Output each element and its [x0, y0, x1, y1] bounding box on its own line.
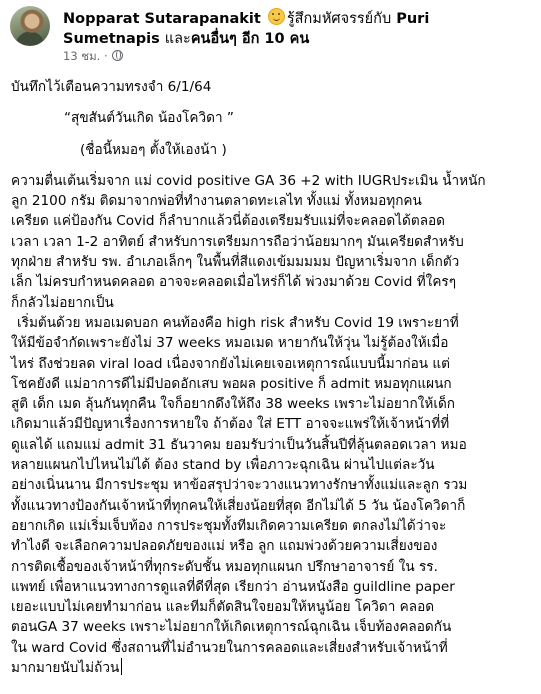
post-header	[10, 4, 533, 63]
paragraph2-line: อยากเกิด แม่เริ่มเจ็บท้อง การประชุมทั้งทีมเกิดความเครียด ตกลงไม่ได้ว่าจะ	[11, 517, 447, 534]
paragraph1-line: ลูก 2100 กรัม ติดมาจากพ่อที่ทำงานตลาดทะเลไท ทั้งแม่ ทั้งหมอทุกคน	[11, 193, 422, 210]
paragraph2-last-text: มากมายนับไม่ถ้วน	[11, 660, 120, 677]
paragraph2-line: ตอนGA 37 weeks เพราะไม่อยากให้เกิดเหตุการณ์ฉุกเฉิน เจ็บท้องคลอดกัน	[11, 619, 452, 636]
paragraph2-line: เริ่มต้นด้วย หมอเมดบอก คนท้องคือ high risk สำหรับ Covid 19 เพราะยาที่	[17, 314, 459, 331]
paragraph1-line: เล็ก ไม่ครบกำหนดคลอด อาจจะคลอดเมื่อไหร่ก็ได้ พ่วงมาด้วย Covid ที่ใครๆ	[11, 274, 457, 291]
paragraph1-line: ทุกฝ่าย สำหรับ รพ. อำเภอเล็กๆ ในพื้นที่สีแดงเข้มมมมม ปัญหาเริ่มจาก เด็กตัว	[11, 254, 460, 271]
paragraph1-line: เครียด แค่ป้องกัน Covid ก็ลำบากแล้วนี่ต้องเตรียมรับแม่ที่จะคลอดได้ตลอด	[11, 213, 446, 230]
paragraph2-line: สูติ เด็ก เมด ลุ้นกันทุกคืน ใจก็อยากดึงให้ถึง 38 weeks เพราะไม่อยากให้เด็ก	[11, 396, 456, 413]
author-line-2	[63, 29, 533, 49]
paragraph2-line: อย่างเนิ่นนาน มีการประชุม หาข้อสรุปว่าจะวางแนวทางรักษาทั้งแม่และลูก รวม	[11, 477, 468, 494]
paragraph2-line: ทั้งแนวทางป้องกันเจ้าหน้าที่ทุกคนให้เสี่ยงน้อยที่สุด อีกไม่ได้ 5 วัน น้องโควิดาก็	[11, 497, 466, 514]
post-subtitle: (ชื่อนี้หมอๆ ตั้งให้เองน้า )	[80, 141, 227, 158]
intro-line: บันทึกไว้เตือนความทรงจำ 6/1/64	[11, 79, 212, 95]
feeling-prefix: รู้สึกมหัศจรรย์กับ	[286, 11, 392, 27]
author-line	[63, 8, 533, 29]
paragraph2-line: หลายแผนกไปไหนไม่ได้ ต้อง stand by เพื่อภาวะฉุกเฉิน ผ่านไปแต่ละวัน	[11, 457, 435, 474]
paragraph2-line: เยอะแบบไม่เคยทำมาก่อน และทีมก็ตัดสินใจยอมให้หนูน้อย โควิดา คลอด	[11, 599, 435, 616]
author-avatar[interactable]	[10, 6, 50, 46]
paragraph2-line: การติดเชื้อของเจ้าหน้าที่ทุกระดับชั้น หมอทุกแผนก ปรึกษาอาจารย์ ใน รร.	[11, 558, 438, 575]
spacer	[11, 97, 538, 108]
tagged-others-link[interactable]: คนอื่นๆ อีก 10 คน	[190, 31, 310, 47]
paragraph2-line: ดูแลได้ แถมแม่ admit 31 ธันวาคม ยอมรับว่าเป็นวันสิ้นปีที่ลุ้นตลอดเวลา หมอ	[11, 436, 467, 453]
paragraph2-line: แพทย์ เพื่อหาแนวทางการดูแลที่ดีที่สุด เรียกว่า อ่านหนังสือ guildline paper	[11, 578, 455, 595]
paragraph1-line: เวลา เวลา 1-2 อาทิตย์ สำหรับการเตรียมการถือว่าน้อยมากๆ มันเครียดสำหรับ	[11, 233, 464, 250]
text-cursor	[121, 658, 122, 675]
paragraph1-line: ก็กลัวไม่อยากเป็น	[11, 294, 114, 311]
post-body	[11, 77, 538, 678]
post-timestamp[interactable]: 13 ชม.	[63, 49, 101, 63]
tagged-person-first-cont[interactable]: Sumetnapis	[63, 31, 160, 47]
and-text: และ	[164, 31, 191, 47]
paragraph2-last-line	[11, 658, 538, 678]
paragraph1-line: ความตื่นเต้นเริ่มจาก แม่ covid positive GA 36 +2 with IUGRประเมิน น้ำหนัก	[11, 172, 486, 189]
paragraph2-line: ให้มีข้อจำกัดเพราะยังไม่ 37 weeks หมอเมด หายากันให้วุ่น ไม่รู้ต้องให้เมื่อ	[11, 335, 449, 352]
post-meta	[63, 48, 123, 64]
tagged-person-first[interactable]: Puri	[396, 11, 430, 27]
spacer	[11, 160, 538, 171]
meta-dot: ·	[104, 49, 108, 63]
globe-icon[interactable]	[112, 50, 123, 61]
paragraph2-line: ใน ward Covid ซึ่งสถานที่ไม่อำนวยในการคลอดและเสี่ยงสำหรับเจ้าหน้าที่	[11, 639, 448, 656]
paragraph2-line: ไหร่ ถึงช่วยลด viral load เนื่องจากยังไม่เคยเจอเหตุการณ์แบบนี้มาก่อน แต่	[11, 355, 450, 372]
spacer	[11, 129, 538, 140]
smiley-emoji-icon	[268, 8, 285, 25]
author-name[interactable]: Nopparat Sutarapanakit	[63, 11, 261, 27]
paragraph2-line: ทำไงดี จะเลือกความปลอดภัยของแม่ หรือ ลูก แถมพ่วงด้วยความเสี่ยงของ	[11, 538, 438, 555]
post-title: “สุขสันต์วันเกิด น้องโควิดา ”	[64, 110, 234, 127]
paragraph2-line: เกิดมาแล้วมีปัญหาเรื่องการหายใจ ถ้าต้อง ใส่ ETT อาจจะแพร่ให้เจ้าหน้าที่ที่	[11, 416, 450, 433]
paragraph2-line: โชคยังดี แม่อาการดีไม่มีปอดอักเสบ พอผล positive ก็ admit หมอทุกแผนก	[11, 375, 452, 392]
